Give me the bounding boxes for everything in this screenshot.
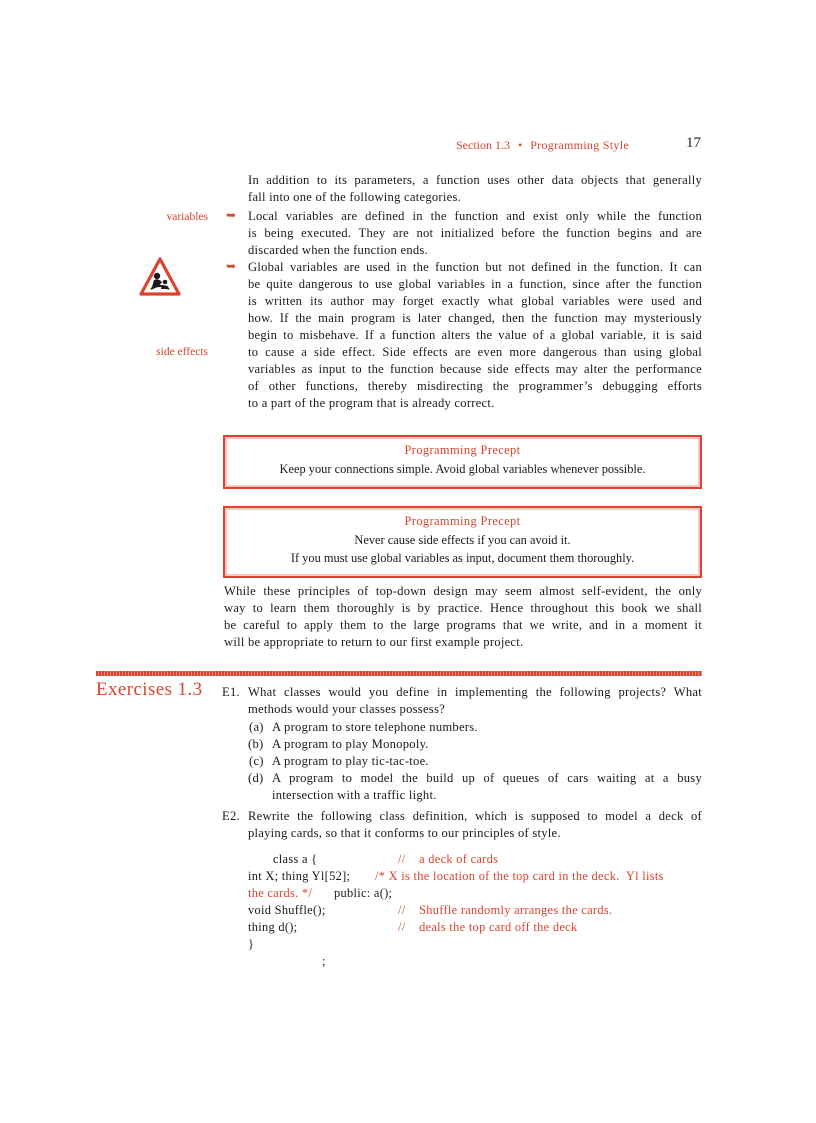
code-comment: // Shuffle randomly arranges the cards. bbox=[398, 903, 613, 917]
code-line: public: a(); bbox=[334, 886, 393, 900]
exercise-line: methods would your classes possess? bbox=[248, 702, 445, 716]
section-divider bbox=[96, 671, 702, 676]
exercise-e1-text bbox=[248, 684, 702, 718]
bullet-local-variables bbox=[248, 208, 702, 259]
code-comment: the cards. */ bbox=[248, 886, 313, 900]
exercise-label: E2. bbox=[222, 809, 240, 823]
closing-line: way to learn them thoroughly is by practice. Hence throughout this book we shall bbox=[224, 601, 702, 615]
code-line: thing d(); bbox=[248, 920, 298, 934]
exercise-subitem-label: (c) bbox=[249, 754, 264, 768]
code-comment: // deals the top card off the deck bbox=[398, 920, 578, 934]
precept-title: Programming Precept bbox=[404, 443, 521, 457]
exercise-subitem-label: (d) bbox=[248, 771, 264, 785]
programming-precept-box bbox=[223, 435, 702, 489]
header-section: Section 1.3 bbox=[456, 138, 510, 152]
precept-line: Never cause side effects if you can avoid it. bbox=[354, 533, 571, 547]
code-comment: // a deck of cards bbox=[398, 852, 499, 866]
exercises-heading: Exercises 1.3 bbox=[96, 679, 203, 700]
closing-line: While these principles of top-down design may seem almost self-evident, the only bbox=[224, 584, 702, 598]
precept-line: Keep your connections simple. Avoid global variables whenever possible. bbox=[279, 462, 646, 476]
bullet-line: how. If the main program is later changed, then the function may mysteriously bbox=[248, 311, 702, 325]
exercise-subitem-label: (a) bbox=[249, 720, 264, 734]
exercise-line: intersection with a traffic light. bbox=[272, 788, 437, 802]
bullet-line: Global variables are used in the function but not defined in the function. It can bbox=[248, 260, 702, 274]
intro-line: In addition to its parameters, a function uses other data objects that generally bbox=[248, 173, 702, 187]
intro-line: fall into one of the following categories. bbox=[248, 190, 461, 204]
header-topic: Programming Style bbox=[530, 138, 629, 152]
bullet-arrow-icon: ➥ bbox=[226, 208, 237, 222]
bullet-line: begin to misbehave. If a function alters the value of a global variable, it is said bbox=[248, 328, 702, 342]
exercise-line: playing cards, so that it conforms to our principles of style. bbox=[248, 826, 561, 840]
exercise-subitem: A program to play tic-tac-toe. bbox=[272, 754, 429, 768]
exercise-label: E1. bbox=[222, 685, 240, 699]
bullet-line: is written its author may forget exactly what global variables were used and bbox=[248, 294, 702, 308]
exercise-subitem: A program to play Monopoly. bbox=[272, 737, 429, 751]
bullet-line: Local variables are defined in the function and exist only while the function bbox=[248, 209, 702, 223]
exercise-e2-text bbox=[248, 808, 702, 842]
bullet-line: to a part of the program that is already correct. bbox=[248, 396, 495, 410]
bullet-line: discarded when the function ends. bbox=[248, 243, 428, 257]
exercise-line: Rewrite the following class definition, which is supposed to model a deck of bbox=[248, 809, 702, 823]
closing-paragraph bbox=[224, 583, 702, 651]
bullet-line: is being executed. They are not initialized before the function begins and are bbox=[248, 226, 702, 240]
exercise-line: What classes would you define in implementing the following projects? What bbox=[248, 685, 702, 699]
code-line: void Shuffle(); bbox=[248, 903, 326, 917]
bullet-line: be quite dangerous to use global variables in a function, since after the function bbox=[248, 277, 702, 291]
bullet-global-variables bbox=[248, 259, 702, 412]
precept-title: Programming Precept bbox=[404, 514, 521, 528]
precept-line: If you must use global variables as input, document them thoroughly. bbox=[290, 551, 635, 565]
programming-precept-box bbox=[223, 506, 702, 578]
code-line: } bbox=[248, 937, 255, 951]
code-line: class a { bbox=[273, 852, 318, 866]
exercise-subitem bbox=[272, 770, 702, 804]
closing-line: be careful to apply them to the large programs that we write, and in a moment it bbox=[224, 618, 702, 632]
header-bullet: • bbox=[518, 138, 523, 152]
bullet-line: of other functions, thereby misdirecting the programmer’s debugging efforts bbox=[248, 379, 702, 393]
code-line: int X; thing Yl[52]; bbox=[248, 869, 351, 883]
bullet-arrow-icon: ➥ bbox=[226, 259, 237, 273]
exercise-line: A program to model the build up of queues of cars waiting at a busy bbox=[272, 771, 702, 785]
margin-note-variables: variables bbox=[166, 211, 208, 223]
code-listing bbox=[248, 851, 708, 971]
bullet-line: to cause a side effect. Side effects are even more dangerous than using global bbox=[248, 345, 702, 359]
exercise-subitem: A program to store telephone numbers. bbox=[272, 720, 478, 734]
margin-note-side-effects: side effects bbox=[156, 346, 208, 358]
caution-warning-icon bbox=[138, 256, 182, 298]
page-number: 17 bbox=[686, 135, 701, 151]
code-comment: /* X is the location of the top card in the deck. Yl lists bbox=[375, 869, 664, 883]
bullet-line: variables as input to the function because side effects may alter the performance bbox=[248, 362, 702, 376]
exercise-subitem-label: (b) bbox=[248, 737, 264, 751]
closing-line: will be appropriate to return to our first example project. bbox=[224, 635, 524, 649]
running-header bbox=[456, 138, 706, 158]
intro-paragraph bbox=[248, 172, 702, 206]
code-line: ; bbox=[322, 954, 326, 968]
